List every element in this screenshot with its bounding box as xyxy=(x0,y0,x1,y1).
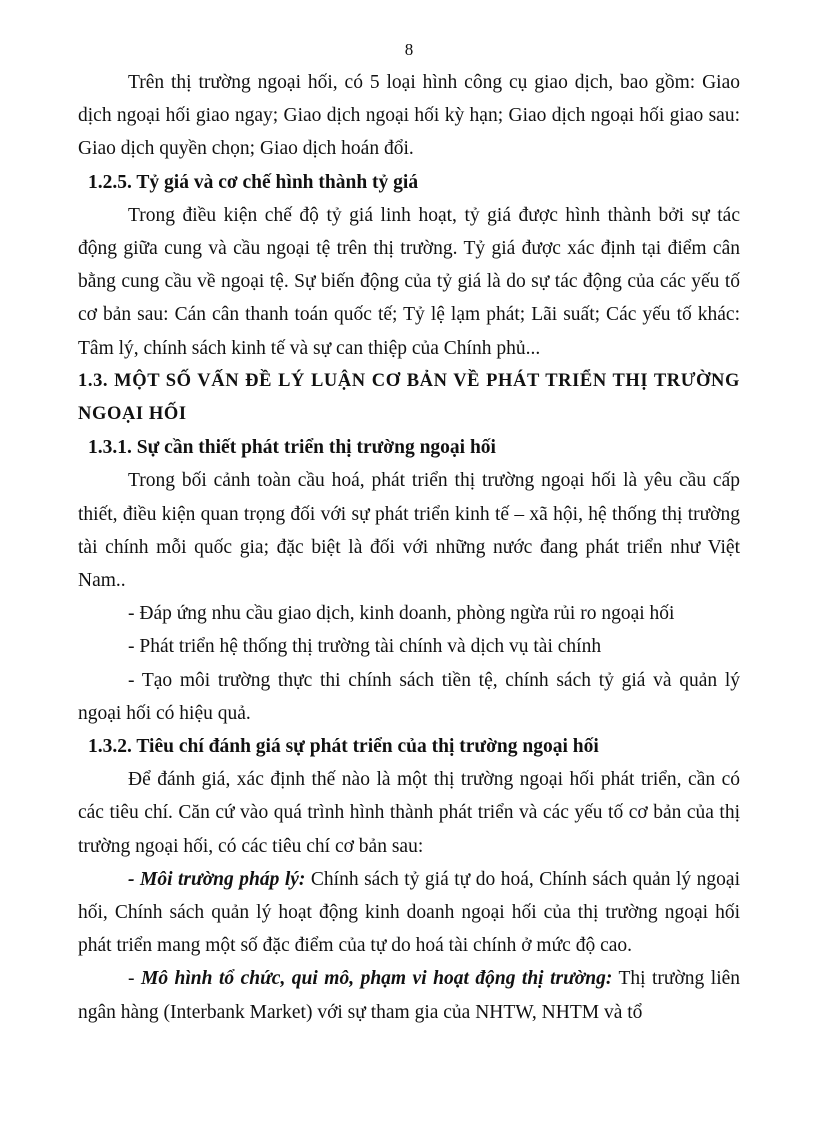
heading-1-2-5: 1.2.5. Tỷ giá và cơ chế hình thành tỷ giá xyxy=(88,171,419,193)
criterion-legal-environment xyxy=(78,863,740,963)
heading-1-3: 1.3. MỘT SỐ VẤN ĐỀ LÝ LUẬN CƠ BẢN VỀ PHÁT TRIỂN THỊ TRƯỜNG NGOẠI HỐI xyxy=(78,370,740,425)
criterion-prefix: - xyxy=(128,968,141,990)
bullet-item: - Đáp ứng nhu cầu giao dịch, kinh doanh, phòng ngừa rủi ro ngoại hối xyxy=(128,603,675,625)
paragraph-necessity: Trong bối cảnh toàn cầu hoá, phát triển thị trường ngoại hối là yêu cầu cấp thiết, điều kiện quan trọng đối với sự phát triển kinh tế – xã hội, hệ thống thị trường tài chính mỗi quốc gia; đặc biệt là đối với những nước đang phát triển như Việt Nam.. xyxy=(78,470,740,592)
criterion-text: Thị trường liên ngân hàng (Interbank Market) với sự tham gia của NHTW, NHTM và tổ xyxy=(78,968,741,1023)
document-page xyxy=(78,40,740,1029)
criterion-organization-model xyxy=(78,962,740,1028)
page-number: 8 xyxy=(404,40,414,59)
criterion-label: - Môi trường pháp lý: xyxy=(128,868,306,890)
criterion-label: Mô hình tổ chức, qui mô, phạm vi hoạt động thị trường: xyxy=(140,968,613,990)
paragraph-criteria-intro: Để đánh giá, xác định thế nào là một thị trường ngoại hối phát triển, cần có các tiêu chí. Căn cứ vào quá trình hình thành phát triển và các yếu tố cơ bản của thị trường ngoại hối, có các tiêu chí cơ bản sau: xyxy=(78,769,740,857)
bullet-item: - Phát triển hệ thống thị trường tài chính và dịch vụ tài chính xyxy=(128,636,602,658)
criterion-text: Chính sách tỷ giá tự do hoá, Chính sách quản lý ngoại hối, Chính sách quản lý hoạt động kinh doanh ngoại hối của thị trường ngoại hối phát triển mang một số đặc điểm của tự do hoá tài chính ở mức độ cao. xyxy=(78,868,740,957)
paragraph-trading-instruments: Trên thị trường ngoại hối, có 5 loại hình công cụ giao dịch, bao gồm: Giao dịch ngoại hối giao ngay; Giao dịch ngoại hối kỳ hạn; Giao dịch ngoại hối giao sau: Giao dịch quyền chọn; Giao dịch hoán đổi. xyxy=(78,72,740,160)
bullet-item: - Tạo môi trường thực thi chính sách tiền tệ, chính sách tỷ giá và quản lý ngoại hối có hiệu quả. xyxy=(78,669,740,724)
heading-1-3-2: 1.3.2. Tiêu chí đánh giá sự phát triển của thị trường ngoại hối xyxy=(88,736,599,758)
paragraph-exchange-rate: Trong điều kiện chế độ tỷ giá linh hoạt, tỷ giá được hình thành bởi sự tác động giữa cung và cầu ngoại tệ trên thị trường. Tỷ giá được xác định tại điểm cân bằng cung cầu về ngoại tệ. Sự biến động của tỷ giá là do sự tác động của các yếu tố cơ bản sau: Cán cân thanh toán quốc tế; Tỷ lệ lạm phát; Lãi suất; Các yếu tố khác: Tâm lý, chính sách kinh tế và sự can thiệp của Chính phủ... xyxy=(78,204,740,359)
heading-1-3-1: 1.3.1. Sự cần thiết phát triển thị trường ngoại hối xyxy=(88,437,496,459)
